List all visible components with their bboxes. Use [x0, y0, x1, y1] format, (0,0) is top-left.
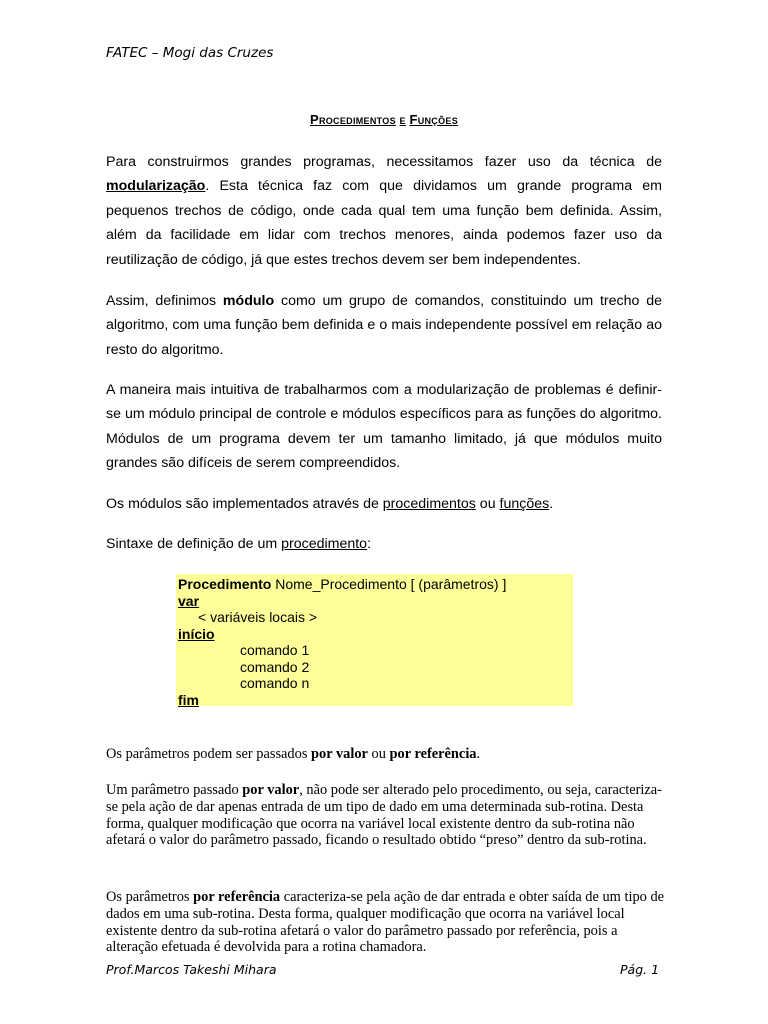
paragraph-modulo	[106, 289, 662, 362]
term-funcoes: funções	[499, 496, 550, 512]
code-line-cmdn: comando n	[240, 675, 310, 691]
paragraph-modulo-principal	[106, 378, 662, 476]
code-line-locals: < variáveis locais >	[198, 609, 318, 625]
para6-text-mid: ou	[367, 746, 390, 762]
para6-text-end: .	[476, 746, 481, 762]
para7-text-b: , não pode ser alterado pelo procedimento, ou seja, caracteriza-se pela ação de dar apenas entrada de um tipo de dado em uma determinada sub-rotina. Desta forma, qualquer modificação que ocorra na variável local existente dentro da sub-rotina não afetará o valor do parâmetro passado, ficando o resultado obtido “preso” dentro da sub-rotina.	[106, 782, 662, 849]
paragraph-passagem	[106, 746, 666, 763]
para2-text-a: Assim, definimos	[106, 293, 223, 309]
syntax-code-box	[176, 574, 573, 706]
para3-text: A maneira mais intuitiva de trabalharmos com a modularização de problemas é definir-se um módulo principal de controle e módulos específicos para as funções do algoritmo. Módulos de um programa devem ter um tamanho limitado, já que módulos muito grandes são difíceis de serem compreendidos.	[106, 382, 662, 472]
para4-text-mid: ou	[475, 496, 500, 512]
footer-author: Prof.Marcos Takeshi Mihara	[106, 962, 277, 977]
term-por-valor: por valor	[311, 746, 368, 762]
paragraph-por-referencia	[106, 889, 666, 956]
paragraph-por-valor	[106, 782, 666, 849]
para8-text-a: Os parâmetros	[106, 889, 194, 905]
code-line-var	[178, 593, 199, 610]
code-line-fim	[178, 692, 199, 709]
para1-text-b: . Esta técnica faz com que dividamos um grande programa em pequenos trechos de código, onde cada qual tem uma função bem definida. Assim, além da facilidade em lidar com trechos menores, ainda podemos fazer uso da reutilização de código, já que estes trechos devem ser bem independentes.	[106, 178, 662, 268]
code-line-cmd1: comando 1	[240, 642, 310, 658]
term-procedimento: procedimento	[281, 536, 368, 552]
term-por-referencia: por referência	[389, 746, 477, 762]
footer-page-number: Pág. 1	[620, 962, 660, 977]
para4-text-a: Os módulos são implementados através de	[106, 496, 383, 512]
code-signature: Nome_Procedimento [ (parâmetros) ]	[271, 576, 507, 592]
title-word-procedimentos: Procedimentos	[309, 112, 396, 127]
para8-text-b: caracteriza-se pela ação de dar entrada e obter saída de um tipo de dados em uma sub-rotina. Desta forma, qualquer modificação que ocorra na variável local existente dentro da sub-rotina afetará o valor do parâmetro passado por referência, pois a alteração efetuada é devolvida para a rotina chamadora.	[106, 889, 665, 956]
code-line-declaration	[178, 576, 506, 593]
page-header: FATEC – Mogi das Cruzes	[106, 45, 274, 61]
keyword-fim: fim	[178, 691, 199, 708]
keyword-inicio: início	[178, 625, 215, 642]
title-word-funcoes: Funções	[409, 112, 459, 127]
code-line-cmd2: comando 2	[240, 658, 310, 675]
para2-text-b: como um grupo de comandos, constituindo um trecho de algoritmo, com uma função bem definida e o mais independente possível em relação ao resto do algoritmo.	[106, 293, 663, 358]
page-title	[0, 112, 768, 127]
code-line-inicio	[178, 626, 215, 643]
title-connector: e	[399, 112, 406, 127]
paragraph-modularizacao	[106, 150, 662, 272]
term-procedimentos: procedimentos	[382, 496, 476, 512]
para1-text-a: Para construirmos grandes programas, necessitamos fazer uso da técnica de	[106, 154, 662, 170]
para6-text-a: Os parâmetros podem ser passados	[106, 746, 312, 762]
keyword-procedimento: Procedimento	[178, 576, 272, 592]
para4-text-end: .	[549, 496, 554, 512]
term-por-referencia-2: por referência	[193, 889, 281, 905]
keyword-var: var	[178, 592, 200, 609]
paragraph-sintaxe	[106, 532, 662, 556]
para7-text-a: Um parâmetro passado	[106, 782, 243, 798]
para5-text-end: :	[367, 536, 372, 552]
term-por-valor-2: por valor	[242, 782, 300, 798]
term-modularizacao: modularização	[106, 178, 206, 195]
term-modulo: módulo	[222, 293, 275, 309]
paragraph-implementacao	[106, 492, 662, 516]
para5-text-a: Sintaxe de definição de um	[106, 536, 282, 552]
